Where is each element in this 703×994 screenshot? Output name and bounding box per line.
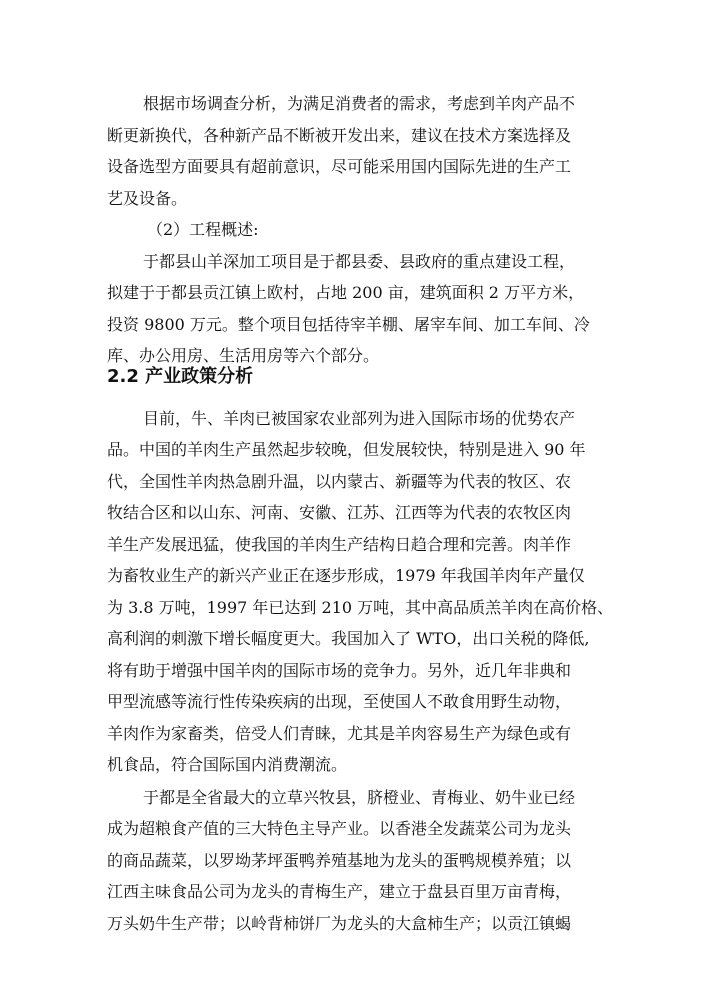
paragraph-line: 羊生产发展迅猛，使我国的羊肉生产结构日趋合理和完善。肉羊作 <box>107 535 572 554</box>
paragraph-line: 为 3.8 万吨，1997 年已达到 210 万吨，其中高品质羔羊肉在高价格、 <box>107 598 614 617</box>
subsection-heading: （2）工程概述: <box>147 220 259 239</box>
paragraph-line: 羊肉作为家畜类，倍受人们青睐，尤其是羊肉容易生产为绿色或有 <box>107 724 572 743</box>
paragraph-line: 库、办公用房、生活用房等六个部分。 <box>107 346 380 365</box>
paragraph-line: 设备选型方面要具有超前意识，尽可能采用国内国际先进的生产工 <box>107 157 572 176</box>
paragraph-line: 品。中国的羊肉生产虽然起步较晚，但发展较快，特别是进入 90 年 <box>107 440 586 459</box>
section-heading: 2.2 产业政策分析 <box>107 366 254 387</box>
paragraph-line: 投资 9800 万元。整个项目包括待宰羊棚、屠宰车间、加工车间、冷 <box>107 315 590 334</box>
paragraph-line: 代，全国性羊肉热急剧升温，以内蒙古、新疆等为代表的牧区、农 <box>107 472 572 491</box>
paragraph-line: 万头奶牛生产带；以岭背柿饼厂为龙头的大盒柿生产；以贡江镇蝎 <box>107 914 572 933</box>
paragraph-line: 拟建于于都县贡江镇上欧村，占地 200 亩，建筑面积 2 万平方米， <box>107 283 585 302</box>
paragraph-line: 牧结合区和以山东、河南、安徽、江苏、江西等为代表的农牧区肉 <box>107 503 572 522</box>
paragraph-line: 甲型流感等流行性传染疾病的出现，至使国人不敢食用野生动物， <box>107 692 572 711</box>
paragraph-line: 根据市场调查分析，为满足消费者的需求，考虑到羊肉产品不 <box>143 94 576 113</box>
paragraph-line: 高利润的刺激下增长幅度更大。我国加入了 WTO，出口关税的降低, <box>107 629 590 648</box>
paragraph-line: 机食品，符合国际国内消费潮流。 <box>107 755 348 774</box>
paragraph-line: 目前，牛、羊肉已被国家农业部列为进入国际市场的优势农产 <box>143 409 576 428</box>
paragraph-line: 于都是全省最大的立草兴牧县，脐橙业、青梅业、奶牛业已经 <box>143 788 576 807</box>
paragraph-line: 将有助于增强中国羊肉的国际市场的竞争力。另外，近几年非典和 <box>107 661 572 680</box>
paragraph-line: 断更新换代，各种新产品不断被开发出来，建议在技术方案选择及 <box>107 126 572 145</box>
paragraph-line: 为畜牧业生产的新兴产业正在逐步形成，1979 年我国羊肉年产量仅 <box>107 566 585 585</box>
paragraph-line: 成为超粮食产值的三大特色主导产业。以香港全发蔬菜公司为龙头 <box>107 819 572 838</box>
paragraph-line: 江西主味食品公司为龙头的青梅生产，建立于盘县百里万亩青梅， <box>107 882 572 901</box>
paragraph-line: 于都县山羊深加工项目是于都县委、县政府的重点建设工程， <box>143 252 576 271</box>
paragraph-line: 艺及设备。 <box>107 189 188 208</box>
paragraph-line: 的商品蔬菜，以罗坳茅坪蛋鸭养殖基地为龙头的蛋鸭规模养殖；以 <box>107 851 572 870</box>
